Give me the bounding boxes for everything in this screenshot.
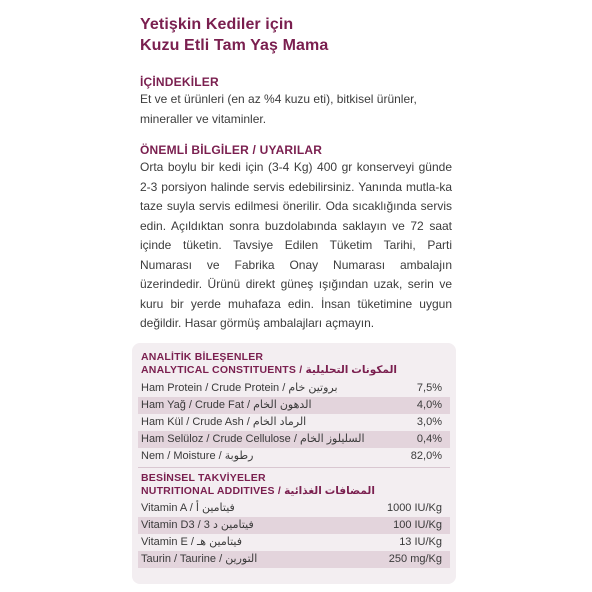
table-row <box>138 448 450 465</box>
nutritional-heading-en: NUTRITIONAL ADDITIVES / <box>141 484 281 497</box>
warnings-text: Orta boylu bir kedi için (3-4 Kg) 400 gr konserveyi günde 2-3 porsiyon halinde servis edebilirsiniz. Yanında mutla-ka taze suyla servis edilmesi önerilir. Oda sıcaklığında servis edin. Açıldıktan sonra buzdolabında saklayın ve 72 saat içinde tüketin. Tavsiye Edilen Tüketim Tarihi, Parti Numarası ve Fabrika Onay Numarası ambalajın üzerindedir. Ürünü direkt güneş ışığından uzak, serin ve kuru bir yerde muhafaza edin. İnsan tüketimine uygun değildir. Hasar görmüş ambalajları açmayın. <box>140 160 452 330</box>
row-value: 7,5% <box>416 382 442 394</box>
row-label: Ham Kül / Crude Ash / الرماد الخام <box>141 416 307 428</box>
table-row <box>138 534 450 551</box>
analytical-heading-tr: ANALİTİK BİLEŞENLER <box>141 351 264 363</box>
product-title <box>140 14 452 56</box>
ingredients-line1: Et ve et ürünleri (en az %4 kuzu eti), bitkisel ürünler, <box>140 92 417 106</box>
table-row <box>138 414 450 431</box>
row-value: 250 mg/Kg <box>388 553 442 565</box>
analytical-heading <box>141 351 397 376</box>
table-row <box>138 500 450 517</box>
nutrition-table <box>132 343 456 584</box>
row-label: Vitamin E / فيتامين هـ <box>141 536 242 548</box>
table-row <box>138 551 450 568</box>
row-value: 3,0% <box>416 416 442 428</box>
analytical-heading-ar: المكونات التحليلية <box>305 363 398 376</box>
row-value: 13 IU/Kg <box>399 536 442 548</box>
product-title-line1: Yetişkin Kediler için <box>140 16 294 33</box>
table-row <box>138 517 450 534</box>
row-label: Vitamin D3 / فيتامين د 3 <box>141 519 254 531</box>
warnings-heading: ÖNEMLİ BİLGİLER / UYARILAR <box>140 143 323 157</box>
row-label: Ham Yağ / Crude Fat / الدهون الخام <box>141 399 312 411</box>
nutritional-heading-tr: BESİNSEL TAKVİYELER <box>141 472 266 484</box>
label-text-column <box>140 14 452 334</box>
product-title-line2: Kuzu Etli Tam Yaş Mama <box>140 37 329 54</box>
table-row <box>138 380 450 397</box>
section-divider <box>138 467 450 468</box>
row-label: Nem / Moisture / رطوبة <box>141 450 254 462</box>
ingredients-heading: İÇİNDEKİLER <box>140 75 219 89</box>
row-label: Ham Protein / Crude Protein / بروتين خام <box>141 382 338 394</box>
row-value: 100 IU/Kg <box>393 519 442 531</box>
nutritional-heading-ar: المضافات الغذائية <box>284 484 375 497</box>
row-value: 1000 IU/Kg <box>386 502 442 514</box>
ingredients-text <box>140 90 452 129</box>
analytical-heading-en: ANALYTICAL CONSTITUENTS / <box>141 363 303 376</box>
row-label: Taurin / Taurine / التورين <box>141 553 258 565</box>
nutritional-heading <box>141 472 375 497</box>
table-row <box>138 431 450 448</box>
row-value: 0,4% <box>416 433 442 445</box>
table-row <box>138 397 450 414</box>
ingredients-line2: mineraller ve vitaminler. <box>140 111 267 126</box>
row-label: Ham Selüloz / Crude Cellulose / السليلوز الخام <box>141 433 365 445</box>
row-value: 82,0% <box>410 450 442 462</box>
row-value: 4,0% <box>416 399 442 411</box>
row-label: Vitamin A / فيتامين أ <box>141 502 235 514</box>
